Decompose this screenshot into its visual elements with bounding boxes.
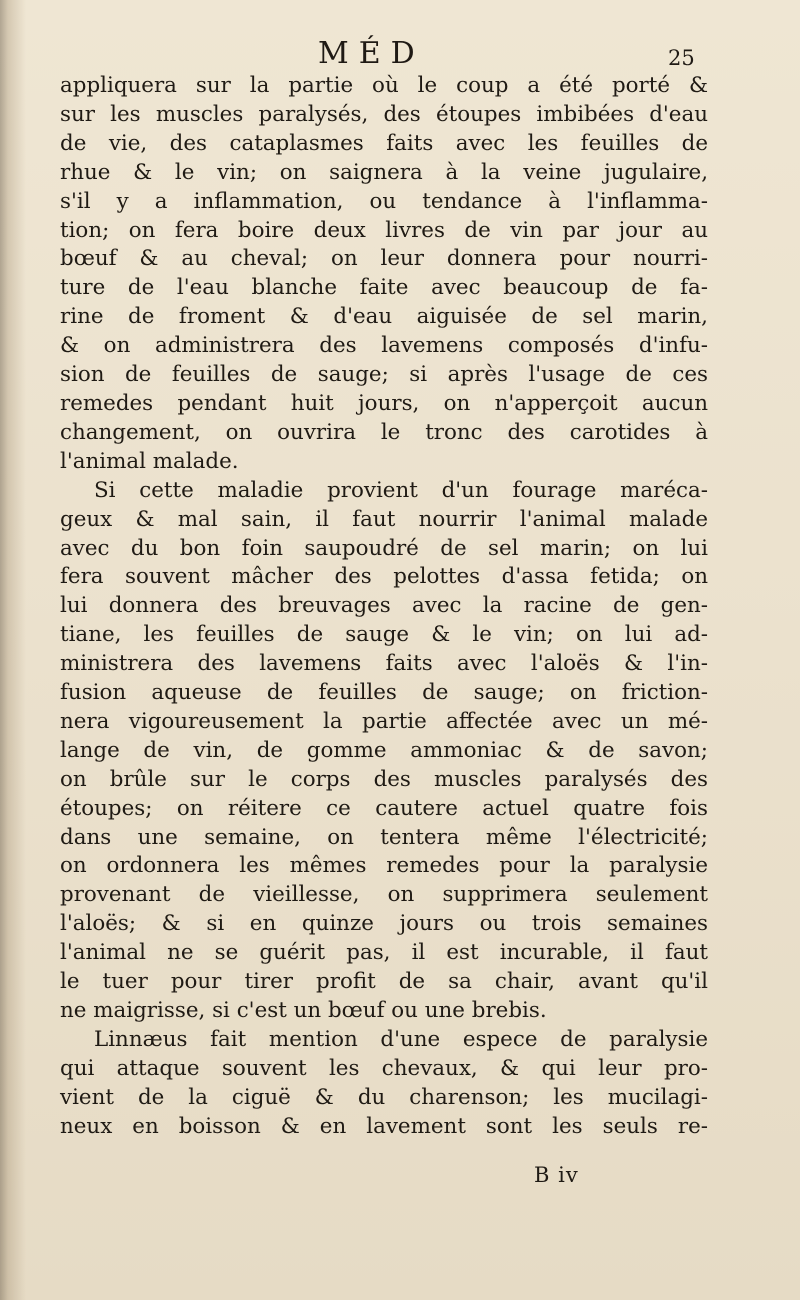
text-line: ministrera des lavemens faits avec l'aloës & l'in-	[60, 651, 708, 677]
text-line: le tuer pour tirer profit de sa chair, avant qu'il	[60, 969, 708, 995]
text-line: changement, on ouvrira le tronc des carotides à	[60, 419, 708, 445]
text-line: remedes pendant huit jours, on n'apperçoit aucun	[60, 390, 708, 416]
text-line: de vie, des cataplasmes faits avec les feuilles de	[60, 130, 708, 156]
text-line: tion; on fera boire deux livres de vin par jour au	[60, 217, 708, 243]
text-line: lange de vin, de gomme ammoniac & de savon;	[60, 737, 708, 763]
text-line: bœuf & au cheval; on leur donnera pour nourri-	[60, 246, 708, 272]
text-line: ne maigrisse, si c'est un bœuf ou une brebis.	[60, 998, 547, 1023]
text-line: qui attaque souvent les chevaux, & qui leur pro-	[60, 1055, 708, 1081]
text-line: nera vigoureusement la partie affectée avec un mé-	[60, 708, 708, 734]
text-line: rhue & le vin; on saignera à la veine jugulaire,	[60, 159, 708, 185]
body-text	[60, 72, 708, 1142]
text-line: vient de la ciguë & du charenson; les mucilagi-	[60, 1084, 708, 1110]
page-number: 25	[668, 46, 695, 70]
paragraph	[60, 477, 708, 1026]
text-line: on brûle sur le corps des muscles paralysés des	[60, 766, 708, 792]
text-line: fusion aqueuse de feuilles de sauge; on friction-	[60, 680, 708, 706]
text-line: dans une semaine, on tentera même l'électricité;	[60, 824, 708, 850]
text-line: lui donnera des breuvages avec la racine de gen-	[60, 593, 708, 619]
text-line: tiane, les feuilles de sauge & le vin; on lui ad-	[60, 622, 708, 648]
text-line: sur les muscles paralysés, des étoupes imbibées d'eau	[60, 101, 708, 127]
text-line: fera souvent mâcher des pelottes d'assa fetida; on	[60, 564, 708, 590]
paragraph	[60, 1026, 708, 1142]
text-line: provenant de vieillesse, on supprimera seulement	[60, 882, 708, 908]
text-line: l'animal malade.	[60, 448, 239, 474]
text-line: on ordonnera les mêmes remedes pour la paralysie	[60, 853, 708, 879]
text-line: neux en boisson & en lavement sont les seuls re-	[60, 1113, 708, 1139]
text-line: Linnæus fait mention d'une espece de paralysie	[94, 1026, 708, 1052]
text-line: s'il y a inflammation, ou tendance à l'inflamma-	[60, 188, 708, 214]
text-line: geux & mal sain, il faut nourrir l'animal malade	[60, 506, 708, 532]
text-line: appliquera sur la partie où le coup a été porté &	[60, 73, 708, 98]
text-line: étoupes; on réitere ce cautere actuel quatre fois	[60, 795, 708, 821]
text-line: ture de l'eau blanche faite avec beaucoup de fa-	[60, 275, 708, 301]
text-line: l'animal ne se guérit pas, il est incurable, il faut	[60, 940, 708, 966]
paragraph	[60, 72, 708, 477]
text-line: rine de froment & d'eau aiguisée de sel marin,	[60, 304, 708, 330]
text-line: sion de feuilles de sauge; si après l'usage de ces	[60, 362, 708, 388]
text-line: & on administrera des lavemens composés d'infu-	[60, 333, 708, 359]
signature-mark: B iv	[534, 1163, 579, 1187]
text-line: l'aloës; & si en quinze jours ou trois semaines	[60, 911, 708, 937]
text-line: avec du bon foin saupoudré de sel marin; on lui	[60, 535, 708, 561]
text-line: Si cette maladie provient d'un fourage maréca-	[94, 477, 708, 503]
running-head	[0, 34, 800, 74]
running-head-title: MÉD	[318, 36, 425, 71]
